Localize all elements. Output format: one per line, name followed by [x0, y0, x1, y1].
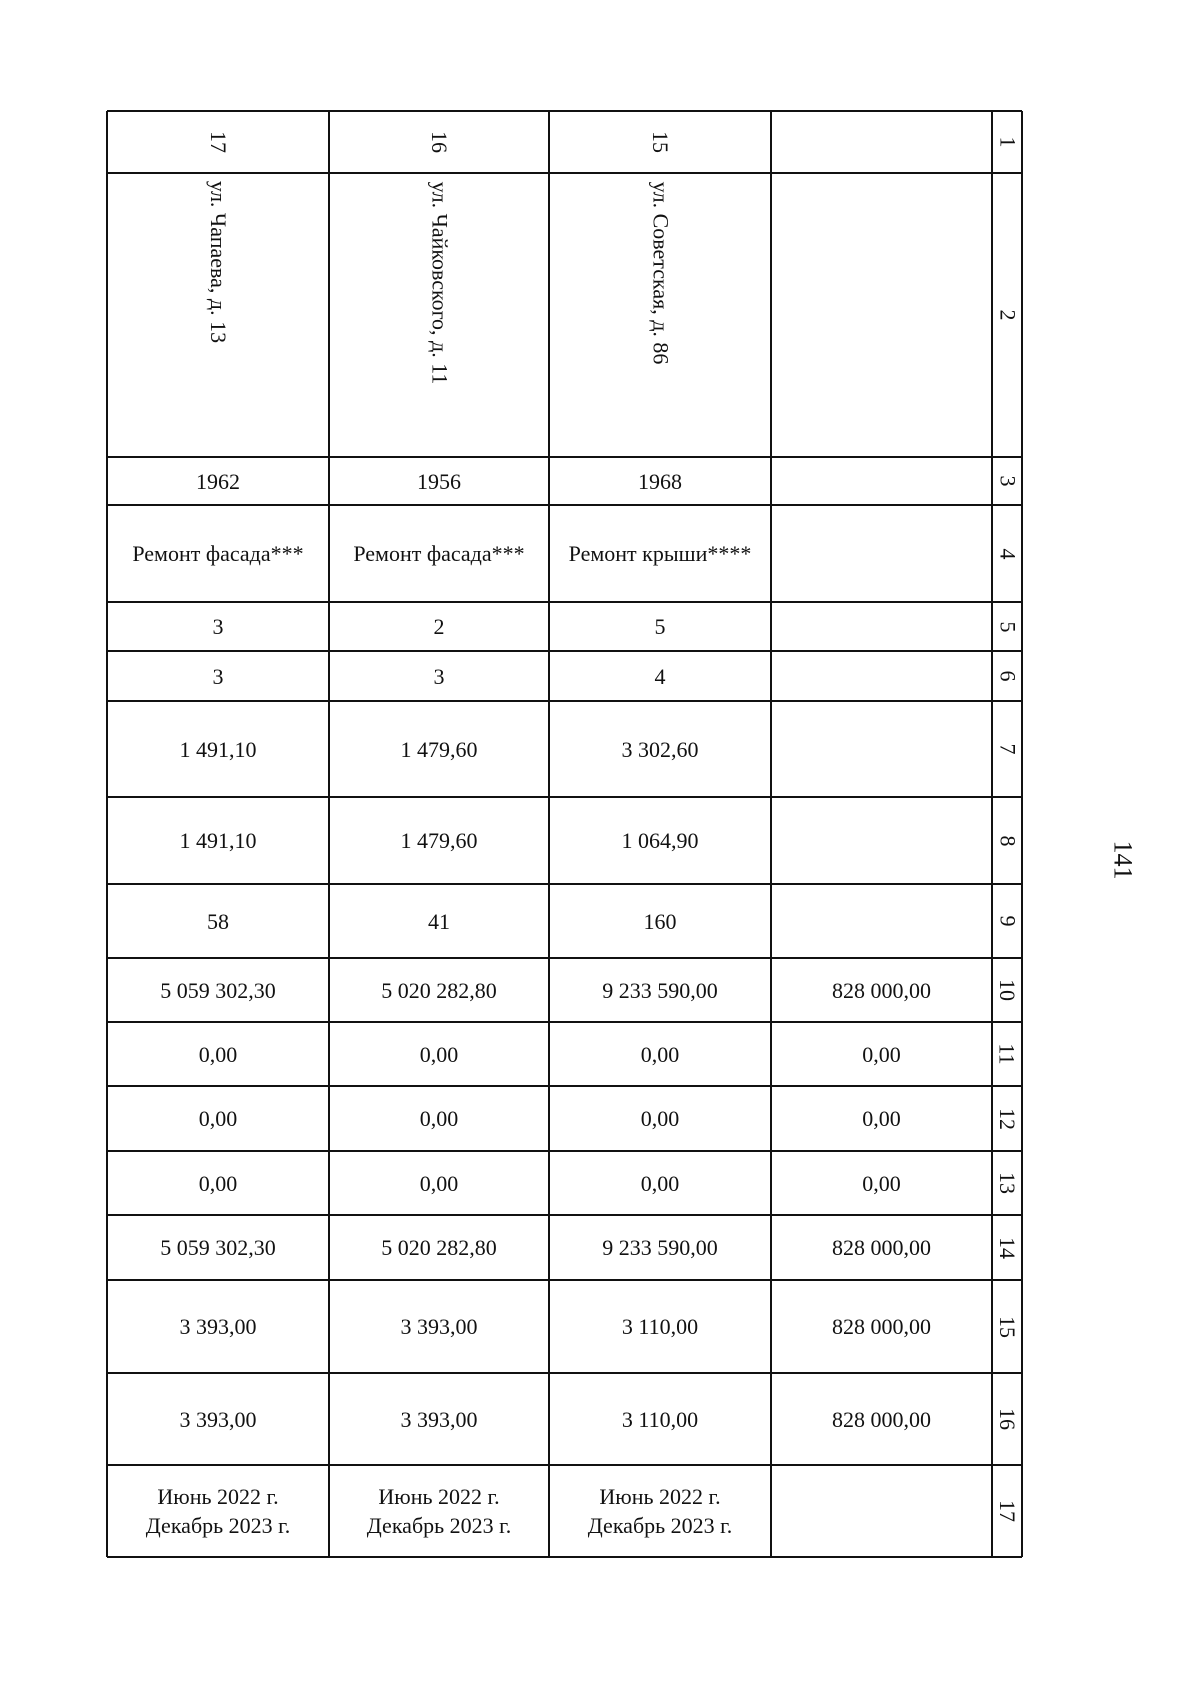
table-cell: 828 000,00	[832, 1406, 931, 1432]
table-cell: 1 064,90	[621, 828, 699, 853]
table-cell: 1 491,10	[179, 828, 257, 853]
row-number-text: 8	[995, 835, 1020, 846]
row-number-text: 4	[995, 548, 1020, 559]
table-cell: 828 000,00	[832, 977, 931, 1003]
table-cell: 4	[654, 663, 666, 689]
table-cell: 0,00	[198, 1106, 238, 1131]
table-cell	[771, 701, 992, 797]
table-cell: 0,00	[640, 1041, 680, 1067]
table-cell: 3 302,60	[621, 736, 699, 762]
row-number-cell	[992, 1465, 1022, 1557]
table-cell: 3	[212, 614, 224, 639]
table-cell: Июнь 2022 г. Декабрь 2023 г.	[587, 1484, 733, 1538]
row-number-text: 1	[995, 136, 1020, 148]
table-cell: 0,00	[640, 1170, 680, 1196]
table-cell	[771, 1465, 992, 1557]
table-cell	[771, 651, 992, 701]
table-cell: Июнь 2022 г. Декабрь 2023 г.	[366, 1484, 512, 1538]
row-number-cell	[992, 1086, 1022, 1151]
row-number-cell	[992, 701, 1022, 797]
item-number: 17	[206, 131, 231, 153]
row-number-text: 10	[995, 979, 1020, 1001]
table-cell: 5 059 302,30	[160, 1235, 276, 1260]
row-number-cell	[992, 958, 1022, 1022]
row-number-cell	[992, 1280, 1022, 1373]
table-cell: Июнь 2022 г. Декабрь 2023 г.	[145, 1484, 291, 1538]
table-cell: 0,00	[862, 1106, 901, 1131]
table-cell: 58	[207, 908, 229, 934]
table-cell	[771, 602, 992, 651]
table-cell: 9 233 590,00	[602, 977, 718, 1003]
table-cell: 160	[643, 908, 677, 934]
table-cell: 3 110,00	[621, 1406, 699, 1432]
table-cell: 3 393,00	[400, 1314, 478, 1339]
table-cell: Ремонт фасада***	[132, 541, 304, 566]
table-cell: 41	[428, 908, 450, 934]
table-cell: 9 233 590,00	[602, 1235, 718, 1260]
table-cell: 0,00	[419, 1041, 459, 1067]
table-cell: 1968	[638, 468, 682, 494]
row-number-text: 17	[995, 1500, 1020, 1522]
item-number: 15	[648, 131, 673, 153]
row-number-text: 6	[995, 670, 1020, 682]
table-cell	[771, 457, 992, 505]
table-cell	[771, 505, 992, 602]
table-cell: 5 020 282,80	[381, 1235, 497, 1260]
table-cell: 3 393,00	[179, 1314, 257, 1339]
page-number	[1108, 835, 1136, 885]
row-number-cell	[992, 173, 1022, 457]
row-number-cell	[992, 602, 1022, 651]
table-cell: 2	[433, 614, 445, 639]
page-number-text: 141	[1108, 840, 1137, 880]
table-cell: 0,00	[862, 1170, 901, 1196]
table-cell: 0,00	[419, 1170, 459, 1196]
table-cell: 0,00	[862, 1041, 901, 1067]
table-cell: 0,00	[640, 1106, 680, 1131]
address-text: ул. Советская, д. 86	[647, 181, 673, 364]
table-cell: 1 479,60	[400, 828, 478, 853]
row-number-text: 15	[995, 1315, 1020, 1338]
row-number-cell	[992, 505, 1022, 602]
table-cell: 1 479,60	[400, 736, 478, 762]
table-cell: 3 393,00	[179, 1406, 257, 1432]
address-text: ул. Чапаева, д. 13	[206, 180, 232, 344]
row-number-text: 12	[995, 1107, 1020, 1130]
table-cell: 3	[212, 663, 224, 689]
table-cell	[771, 884, 992, 958]
row-number-cell	[992, 1151, 1022, 1215]
row-number-text: 9	[995, 915, 1020, 927]
row-number-text: 2	[995, 309, 1020, 321]
table-cell: 3 110,00	[621, 1314, 699, 1339]
table-cell: 1956	[417, 468, 461, 494]
address-text: ул. Чайковского, д. 11	[426, 181, 452, 384]
row-number-text: 7	[995, 743, 1020, 755]
table-cell: 0,00	[198, 1041, 238, 1067]
row-number-text: 14	[995, 1236, 1020, 1259]
row-number-cell	[992, 1373, 1022, 1465]
table-cell: 3	[433, 663, 445, 689]
item-number: 16	[427, 131, 452, 153]
row-number-cell	[992, 651, 1022, 701]
table-cell: 5 059 302,30	[160, 977, 276, 1003]
row-number-cell	[992, 1215, 1022, 1280]
table-cell: Ремонт фасада***	[353, 541, 525, 566]
table-cell	[771, 797, 992, 884]
table-cell: 0,00	[419, 1106, 459, 1131]
table-cell: 0,00	[198, 1170, 238, 1196]
table-cell: 3 393,00	[400, 1406, 478, 1432]
row-number-text: 16	[995, 1408, 1020, 1430]
row-number-cell	[992, 797, 1022, 884]
table-cell: 1 491,10	[179, 736, 257, 762]
table-cell: 1962	[196, 468, 240, 494]
table-cell: 828 000,00	[832, 1235, 931, 1260]
table-cell: 828 000,00	[832, 1314, 931, 1339]
table-cell: Ремонт крыши****	[568, 541, 752, 566]
row-number-text: 3	[995, 475, 1020, 487]
row-number-text: 5	[995, 621, 1020, 632]
row-number-text: 13	[995, 1172, 1020, 1194]
row-number-cell	[992, 111, 1022, 173]
table-cell: 5 020 282,80	[381, 977, 497, 1003]
row-number-text: 11	[995, 1043, 1020, 1065]
row-number-cell	[992, 457, 1022, 505]
table-cell: 5	[654, 614, 666, 639]
row-number-cell	[992, 884, 1022, 958]
row-number-cell	[992, 1022, 1022, 1086]
